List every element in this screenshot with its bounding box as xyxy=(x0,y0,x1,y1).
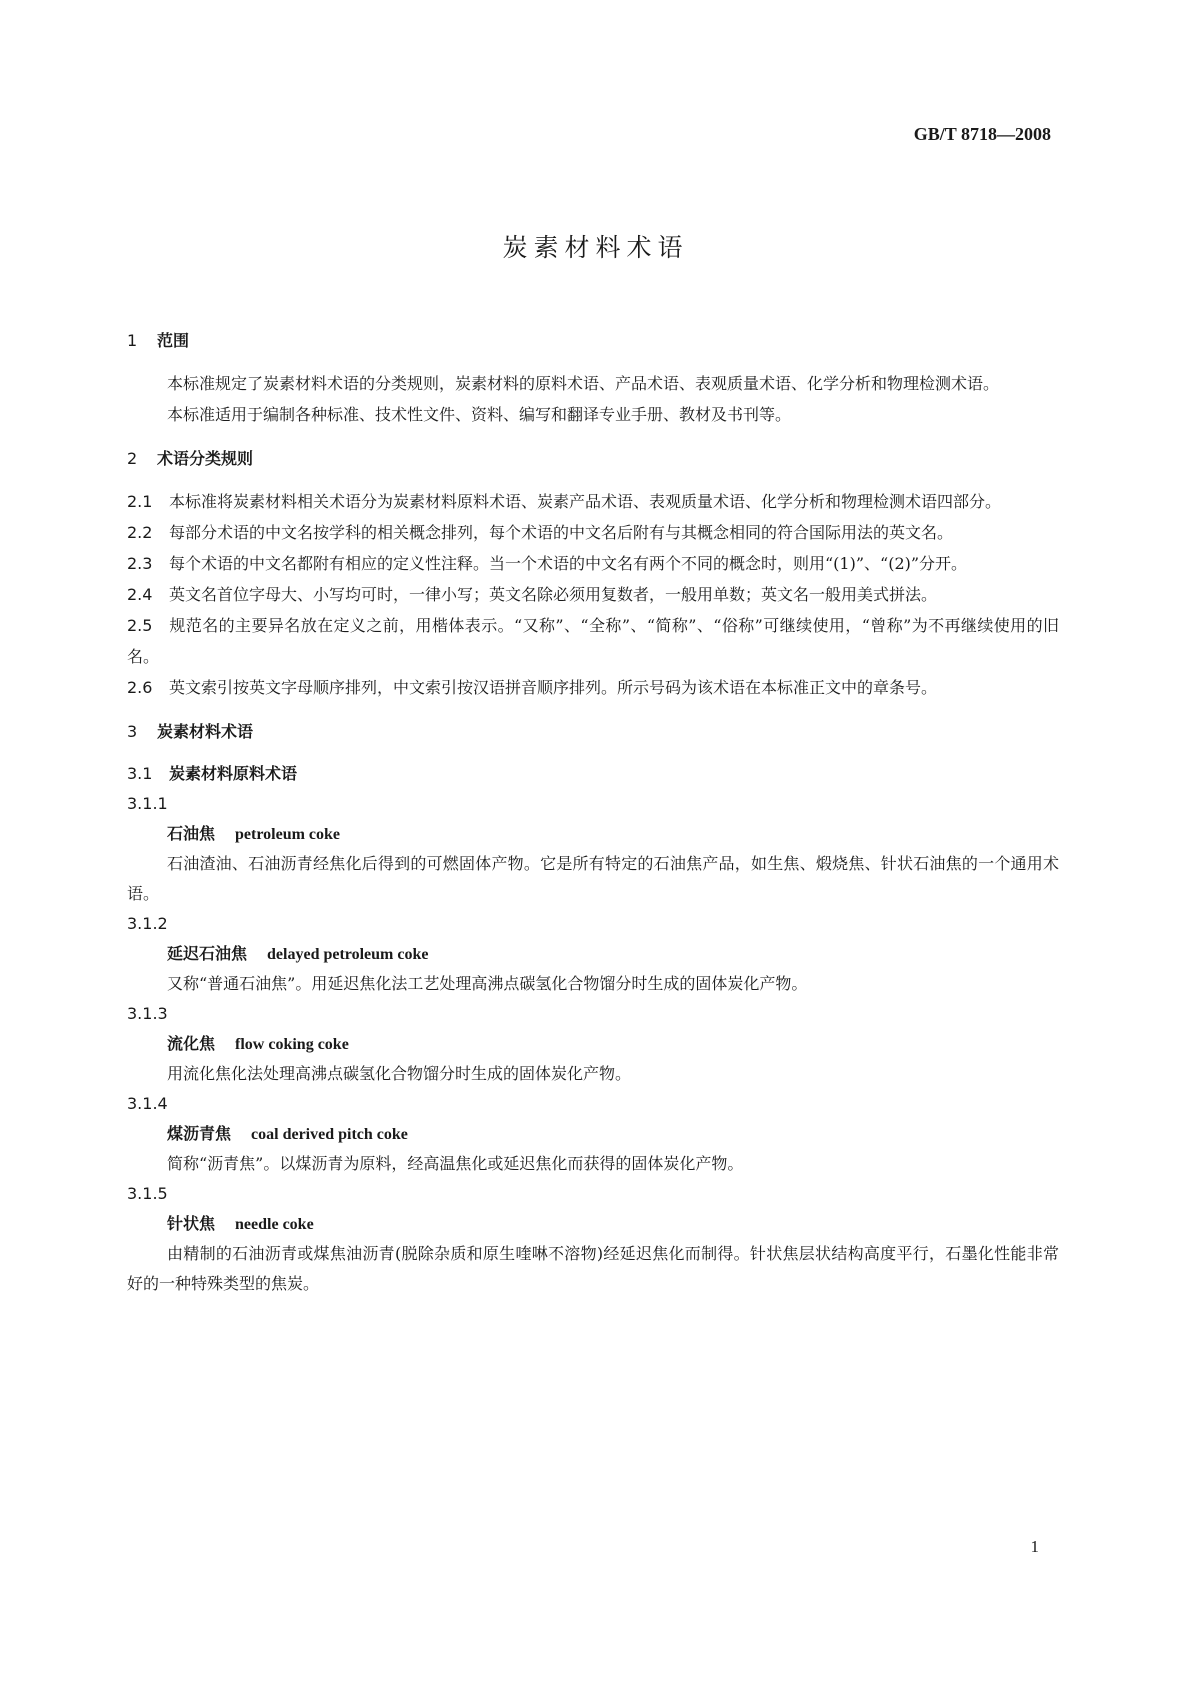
document-title: 炭素材料术语 xyxy=(502,233,689,262)
term-number: 3.1.2 xyxy=(127,914,168,933)
term-entry xyxy=(127,789,1059,909)
term-entry xyxy=(127,999,1059,1089)
subsection-number: 3.1 xyxy=(127,764,153,783)
page-number: 1 xyxy=(1030,1537,1039,1556)
subsection-title: 炭素材料原料术语 xyxy=(169,764,298,783)
clause xyxy=(127,579,1059,610)
clause-text: 每部分术语的中文名按学科的相关概念排列，每个术语的中文名后附有与其概念相同的符合国际用法的英文名。 xyxy=(169,523,954,542)
term-chinese-name: 针状焦 xyxy=(167,1214,216,1233)
term-heading xyxy=(127,1029,1059,1059)
section-1-heading xyxy=(127,326,1059,356)
term-english-name: coal derived pitch coke xyxy=(251,1126,408,1143)
term-heading xyxy=(127,819,1059,849)
clause-text: 本标准将炭素材料相关术语分为炭素材料原料术语、炭素产品术语、表观质量术语、化学分析和物理检测术语四部分。 xyxy=(169,492,1002,511)
standard-number: GB/T 8718—2008 xyxy=(913,124,1051,144)
section-title: 炭素材料术语 xyxy=(157,722,254,741)
term-chinese-name: 延迟石油焦 xyxy=(167,944,248,963)
term-number: 3.1.5 xyxy=(127,1184,168,1203)
clause xyxy=(127,486,1059,517)
clause xyxy=(127,517,1059,548)
paragraph: 本标准规定了炭素材料术语的分类规则，炭素材料的原料术语、产品术语、表观质量术语、化学分析和物理检测术语。 xyxy=(167,374,1000,393)
term-number: 3.1.1 xyxy=(127,794,168,813)
clause-number: 2.1 xyxy=(127,492,153,511)
term-chinese-name: 煤沥青焦 xyxy=(167,1124,232,1143)
document-body xyxy=(127,326,1059,1299)
term-entry xyxy=(127,1179,1059,1299)
clause-number: 2.4 xyxy=(127,585,153,604)
term-number: 3.1.4 xyxy=(127,1094,168,1113)
clause xyxy=(127,672,1059,703)
section-number: 1 xyxy=(127,331,138,350)
term-english-name: petroleum coke xyxy=(235,826,341,843)
term-english-name: flow coking coke xyxy=(235,1036,349,1053)
clause xyxy=(127,548,1059,579)
section-number: 3 xyxy=(127,722,138,741)
section-title: 术语分类规则 xyxy=(157,449,254,468)
term-definition: 又称“普通石油焦”。用延迟焦化法工艺处理高沸点碳氢化合物馏分时生成的固体炭化产物。 xyxy=(167,974,808,993)
term-entry xyxy=(127,909,1059,999)
term-entry xyxy=(127,1089,1059,1179)
paragraph: 本标准适用于编制各种标准、技术性文件、资料、编写和翻译专业手册、教材及书刊等。 xyxy=(167,405,792,424)
clause-text: 每个术语的中文名都附有相应的定义性注释。当一个术语的中文名有两个不同的概念时，则用“(1)”、“(2)”分开。 xyxy=(169,554,968,573)
clause xyxy=(127,610,1059,672)
clause-number: 2.3 xyxy=(127,554,153,573)
section-title: 范围 xyxy=(157,331,190,350)
clause-text: 英文名首位字母大、小写均可时，一律小写；英文名除必须用复数者，一般用单数；英文名一般用美式拼法。 xyxy=(169,585,938,604)
term-number: 3.1.3 xyxy=(127,1004,168,1023)
term-definition: 用流化焦化法处理高沸点碳氢化合物馏分时生成的固体炭化产物。 xyxy=(167,1064,632,1083)
clause-text: 英文索引按英文字母顺序排列，中文索引按汉语拼音顺序排列。所示号码为该术语在本标准正文中的章条号。 xyxy=(169,678,938,697)
term-heading xyxy=(127,1119,1059,1149)
clause-number: 2.2 xyxy=(127,523,153,542)
section-number: 2 xyxy=(127,449,138,468)
term-english-name: needle coke xyxy=(235,1216,314,1233)
term-heading xyxy=(127,939,1059,969)
term-definition: 由精制的石油沥青或煤焦油沥青(脱除杂质和原生喹啉不溶物)经延迟焦化而制得。针状焦层状结构高度平行，石墨化性能非常好的一种特殊类型的焦炭。 xyxy=(127,1244,1059,1293)
clause-text: 规范名的主要异名放在定义之前，用楷体表示。“又称”、“全称”、“简称”、“俗称”可继续使用，“曾称”为不再继续使用的旧名。 xyxy=(127,616,1059,666)
section-3-heading xyxy=(127,717,1059,747)
clause-number: 2.6 xyxy=(127,678,153,697)
subsection-3-1-heading xyxy=(127,759,1059,789)
term-chinese-name: 石油焦 xyxy=(167,824,216,843)
term-english-name: delayed petroleum coke xyxy=(267,946,429,963)
clause-number: 2.5 xyxy=(127,616,153,635)
term-definition: 简称“沥青焦”。以煤沥青为原料，经高温焦化或延迟焦化而获得的固体炭化产物。 xyxy=(167,1154,744,1173)
term-definition: 石油渣油、石油沥青经焦化后得到的可燃固体产物。它是所有特定的石油焦产品，如生焦、煅烧焦、针状石油焦的一个通用术语。 xyxy=(127,854,1059,903)
term-chinese-name: 流化焦 xyxy=(167,1034,216,1053)
term-heading xyxy=(127,1209,1059,1239)
section-2-heading xyxy=(127,444,1059,474)
